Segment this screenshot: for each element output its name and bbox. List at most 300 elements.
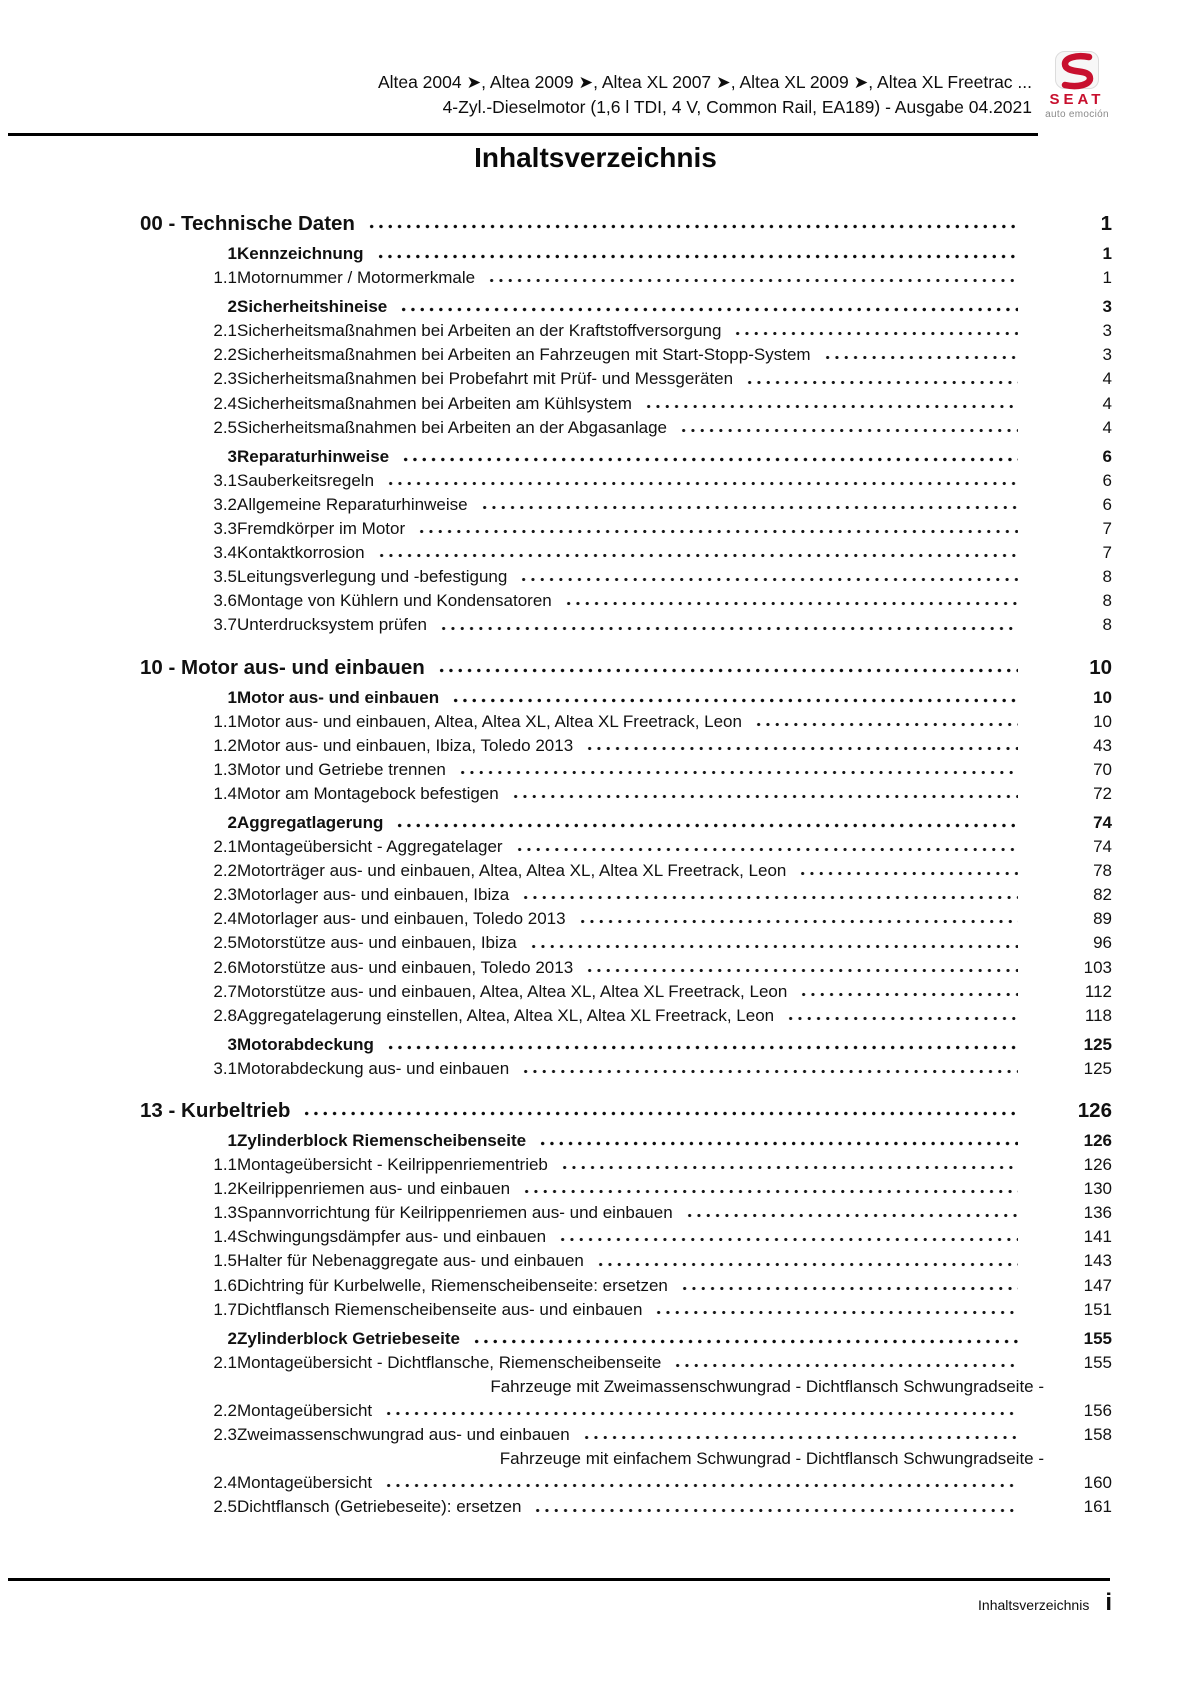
entry-page-number: 74 — [1093, 812, 1112, 832]
entry-title: Motorstütze aus- und einbauen, Ibiza — [237, 933, 517, 953]
header-engine-line: 4-Zyl.-Dieselmotor (1,6 l TDI, 4 V, Common Rail, EA189) - Ausgabe 04.2021 — [442, 97, 1032, 117]
entry-number: 1.2 — [213, 735, 237, 755]
entry-title-continued: Montageübersicht — [237, 1473, 373, 1493]
entry-number: 2.1 — [213, 837, 237, 857]
entry-number: 3.3 — [213, 519, 237, 539]
entry-title: Motor aus- und einbauen — [237, 687, 440, 707]
toc-entry-row — [140, 811, 1112, 835]
toc-entry-row — [140, 1447, 1112, 1495]
entry-page-number: 7 — [1102, 543, 1112, 563]
toc-entry-row — [140, 835, 1112, 859]
toc-entry-row — [140, 1423, 1112, 1447]
toc-entry-row — [140, 469, 1112, 493]
dot-leader — [472, 1337, 1018, 1346]
seat-brand-text: SEAT — [1049, 91, 1105, 108]
entry-number: 1.3 — [213, 759, 237, 779]
entry-title: Kontaktkorrosion — [237, 543, 365, 563]
toc-entry-row — [140, 266, 1112, 290]
entry-page-number: 118 — [1084, 1005, 1112, 1025]
entry-number: 1.1 — [213, 1155, 237, 1175]
entry-body — [237, 1153, 1044, 1177]
toc-entry-row — [140, 541, 1112, 565]
seat-emblem-icon — [1054, 50, 1100, 90]
entry-title: Fahrzeuge mit Zweimassenschwungrad - Dichtflansch Schwungradseite - — [490, 1376, 1044, 1396]
dot-leader — [673, 1361, 1018, 1370]
toc-entry-row — [140, 1153, 1112, 1177]
toc-entry-row — [140, 710, 1112, 734]
entry-number: 3.6 — [213, 591, 237, 611]
dot-leader — [384, 1409, 1018, 1418]
dot-leader — [596, 1260, 1018, 1269]
entry-number: 2 — [227, 812, 237, 832]
dot-leader — [745, 378, 1018, 387]
toc-entry-row — [140, 859, 1112, 883]
toc-entry-row — [140, 416, 1112, 440]
entry-number: 3 — [227, 446, 237, 466]
toc-entry-row — [140, 589, 1112, 613]
entry-page-number: 4 — [1102, 393, 1112, 413]
entry-page-number: 126 — [1083, 1155, 1112, 1175]
dot-leader — [458, 768, 1018, 777]
entry-page-number: 151 — [1083, 1299, 1112, 1319]
entry-body — [237, 931, 1044, 955]
entry-body — [237, 343, 1044, 367]
entry-body — [237, 734, 1044, 758]
toc-entry-row — [140, 1177, 1112, 1201]
entry-number: 3 — [227, 1034, 237, 1054]
entry-body — [237, 980, 1044, 1004]
entry-title: Unterdrucksystem prüfen — [237, 615, 427, 635]
entry-title: Motorabdeckung aus- und einbauen — [237, 1058, 510, 1078]
entry-number: 3.7 — [213, 615, 237, 635]
dot-leader — [578, 917, 1018, 926]
entry-page-number: 147 — [1083, 1275, 1112, 1295]
entry-number: 3.2 — [213, 494, 237, 514]
entry-title: Sicherheitshineise — [237, 297, 388, 317]
entry-title-continuation-row — [237, 1399, 1044, 1423]
entry-page-number: 10 — [1093, 687, 1112, 707]
dot-leader — [377, 551, 1018, 560]
entry-page-number: 161 — [1083, 1497, 1112, 1517]
entry-number: 1.1 — [213, 268, 237, 288]
toc-entry-row — [140, 1327, 1112, 1351]
entry-page-number: 125 — [1083, 1034, 1112, 1054]
header-models-line: Altea 2004 ➤, Altea 2009 ➤, Altea XL 2007 ➤, Altea XL 2009 ➤, Altea XL Freetrac ... — [377, 72, 1032, 92]
toc-entry-row — [140, 1274, 1112, 1298]
toc-entry-row — [140, 613, 1112, 637]
entry-body — [237, 1129, 1044, 1153]
toc-entry-row — [140, 931, 1112, 955]
dot-leader — [560, 1163, 1018, 1172]
entry-title: Aggregatlagerung — [237, 812, 384, 832]
entry-number: 2.3 — [213, 885, 237, 905]
toc-chapter-row — [140, 654, 1112, 681]
dot-leader — [558, 1235, 1018, 1244]
toc-entry-row — [140, 242, 1112, 266]
entry-number: 2 — [227, 297, 237, 317]
entry-number: 1.4 — [213, 783, 237, 803]
toc-entry-row — [140, 1495, 1112, 1519]
entry-title: Motorstütze aus- und einbauen, Altea, Altea XL, Altea XL Freetrack, Leon — [237, 981, 788, 1001]
toc-chapter-row — [140, 210, 1112, 237]
entry-body — [237, 367, 1044, 391]
dot-leader — [823, 353, 1018, 362]
entry-number: 2.5 — [213, 417, 237, 437]
entry-body — [237, 1447, 1044, 1495]
entry-body — [237, 445, 1044, 469]
entry-title: Sicherheitsmaßnahmen bei Arbeiten am Kühlsystem — [237, 393, 632, 413]
entry-title: Motorlager aus- und einbauen, Toledo 2013 — [237, 909, 566, 929]
dot-leader — [487, 276, 1018, 285]
dot-leader — [679, 426, 1018, 435]
dot-leader — [519, 575, 1018, 584]
page-title: Inhaltsverzeichnis — [474, 142, 717, 173]
entry-title: Motor am Montagebock befestigen — [237, 783, 499, 803]
entry-page-number: 136 — [1083, 1203, 1112, 1223]
entry-title: Leitungsverlegung und -befestigung — [237, 567, 508, 587]
dot-leader — [521, 893, 1018, 902]
entry-title: Dichtflansch (Getriebeseite): ersetzen — [237, 1497, 522, 1517]
entry-page-number: 125 — [1083, 1058, 1112, 1078]
entry-page-number: 141 — [1083, 1227, 1112, 1247]
entry-body — [237, 1423, 1044, 1447]
entry-page-number: 96 — [1093, 933, 1112, 953]
toc-entry-row — [140, 734, 1112, 758]
entry-page-number: 8 — [1102, 567, 1112, 587]
entry-title: Motorlager aus- und einbauen, Ibiza — [237, 885, 510, 905]
toc-entry-row — [140, 758, 1112, 782]
dot-leader — [386, 1043, 1018, 1052]
entry-number: 2.1 — [213, 321, 237, 341]
entry-page-number: 4 — [1102, 369, 1112, 389]
dot-leader — [786, 1014, 1018, 1023]
entry-page-number: 3 — [1102, 345, 1112, 365]
dot-leader — [386, 479, 1018, 488]
entry-title: Zylinderblock Riemenscheibenseite — [237, 1131, 527, 1150]
entry-body — [237, 1298, 1044, 1322]
dot-leader — [533, 1506, 1018, 1515]
entry-page-number: 7 — [1102, 519, 1112, 539]
toc-entry-row — [140, 1033, 1112, 1057]
entry-number: 2.2 — [213, 861, 237, 881]
entry-title-continued: Montageübersicht — [237, 1401, 373, 1421]
chapter-title: 10 - Motor aus- und einbauen — [140, 655, 425, 679]
entry-page-number: 1 — [1102, 268, 1112, 288]
toc-entry-row — [140, 319, 1112, 343]
toc-entry-row — [140, 980, 1112, 1004]
toc-entry-row — [140, 445, 1112, 469]
entry-title: Halter für Nebenaggregate aus- und einbauen — [237, 1251, 584, 1271]
entry-number: 1.3 — [213, 1203, 237, 1223]
entry-number: 3.5 — [213, 567, 237, 587]
entry-number: 1 — [227, 1131, 237, 1150]
entry-body — [237, 1033, 1044, 1057]
dot-leader — [529, 942, 1018, 951]
entry-number: 3.1 — [213, 1058, 237, 1078]
dot-leader — [302, 1109, 1018, 1118]
entry-number: 2.8 — [213, 1005, 237, 1025]
entry-page-number: 6 — [1102, 446, 1112, 466]
entry-body — [237, 1351, 1044, 1375]
entry-title: Reparaturhinweise — [237, 446, 390, 466]
chapter-page-number: 126 — [1077, 1099, 1112, 1122]
entry-number: 2.2 — [213, 1401, 237, 1421]
entry-page-number: 3 — [1102, 297, 1112, 317]
entry-page-number: 72 — [1093, 783, 1112, 803]
entry-title: Dichtring für Kurbelwelle, Riemenscheibenseite: ersetzen — [237, 1275, 668, 1295]
entry-page-number: 6 — [1102, 470, 1112, 490]
entry-page-number: 156 — [1083, 1401, 1112, 1421]
entry-title: Kennzeichnung — [237, 244, 364, 263]
entry-title: Zylinderblock Getriebeseite — [237, 1328, 460, 1348]
entry-title: Motorabdeckung — [237, 1034, 374, 1054]
entry-body — [237, 266, 1044, 290]
entry-body — [237, 1225, 1044, 1249]
footer-section-label: Inhaltsverzeichnis — [978, 1597, 1090, 1613]
entry-title: Montageübersicht - Keilrippenriementrieb — [237, 1155, 548, 1175]
entry-page-number: 43 — [1093, 735, 1112, 755]
entry-body — [237, 782, 1044, 806]
entry-page-number: 160 — [1083, 1473, 1112, 1493]
entry-number: 2 — [227, 1328, 237, 1348]
dot-leader — [401, 455, 1018, 464]
entry-title: Zweimassenschwungrad aus- und einbauen — [237, 1425, 570, 1445]
entry-title: Spannvorrichtung für Keilrippenriemen aus- und einbauen — [237, 1203, 673, 1223]
toc-entry-row — [140, 565, 1112, 589]
dot-leader — [437, 666, 1018, 675]
dot-leader — [582, 1433, 1018, 1442]
toc-entry-row — [140, 367, 1112, 391]
entry-number: 2.3 — [213, 369, 237, 389]
toc-entry-row — [140, 1351, 1112, 1375]
entry-number: 1 — [227, 687, 237, 707]
entry-page-number: 82 — [1093, 885, 1112, 905]
toc-chapter-row — [140, 1097, 1112, 1124]
entry-page-number: 103 — [1083, 957, 1112, 977]
entry-page-number: 126 — [1083, 1131, 1112, 1150]
dot-leader — [439, 624, 1018, 633]
entry-number: 1.5 — [213, 1251, 237, 1271]
toc-entry-row — [140, 295, 1112, 319]
entry-page-number: 112 — [1084, 981, 1112, 1001]
dot-leader — [585, 966, 1018, 975]
dot-leader — [644, 402, 1018, 411]
entry-body — [237, 1004, 1044, 1028]
dot-leader — [417, 527, 1018, 536]
entry-page-number: 155 — [1083, 1328, 1112, 1348]
entry-number: 3.1 — [213, 470, 237, 490]
entry-number: 1.6 — [213, 1275, 237, 1295]
toc — [140, 210, 1112, 1520]
dot-leader — [798, 869, 1018, 878]
entry-title: Motor und Getriebe trennen — [237, 759, 446, 779]
toc-entry-row — [140, 1004, 1112, 1028]
header-divider — [8, 133, 1038, 136]
entry-body — [237, 1375, 1044, 1423]
dot-leader — [399, 305, 1018, 314]
entry-title: Motorträger aus- und einbauen, Altea, Altea XL, Altea XL Freetrack, Leon — [237, 861, 787, 881]
dot-leader — [395, 821, 1018, 830]
entry-body — [237, 242, 1044, 266]
entry-page-number: 155 — [1083, 1352, 1112, 1372]
toc-entry-row — [140, 493, 1112, 517]
chapter-title: 00 - Technische Daten — [140, 212, 355, 235]
entry-number: 1 — [227, 244, 237, 263]
dot-leader — [376, 252, 1018, 261]
entry-body — [237, 710, 1044, 734]
entry-body — [237, 565, 1044, 589]
entry-body — [237, 1057, 1044, 1081]
entry-body — [237, 1201, 1044, 1225]
entry-body — [237, 956, 1044, 980]
entry-title: Motornummer / Motormerkmale — [237, 268, 476, 288]
entry-title: Aggregatelagerung einstellen, Altea, Altea XL, Altea XL Freetrack, Leon — [237, 1005, 775, 1025]
dot-leader — [733, 329, 1018, 338]
dot-leader — [538, 1139, 1018, 1148]
entry-body — [237, 295, 1044, 319]
entry-title-continuation-row — [237, 1471, 1044, 1495]
toc-entry-row — [140, 1298, 1112, 1322]
entry-number: 2.4 — [213, 1473, 237, 1493]
toc-entry-row — [140, 1057, 1112, 1081]
entry-number: 2.2 — [213, 345, 237, 365]
entry-number: 2.5 — [213, 1497, 237, 1517]
entry-title: Montageübersicht - Dichtflansche, Riemenscheibenseite — [237, 1352, 662, 1372]
toc-entry-row — [140, 1375, 1112, 1423]
entry-body — [237, 589, 1044, 613]
footer-page-number: i — [1105, 1589, 1112, 1616]
entry-body — [237, 1327, 1044, 1351]
entry-body — [237, 1177, 1044, 1201]
entry-title: Sauberkeitsregeln — [237, 470, 375, 490]
dot-leader — [754, 720, 1018, 729]
dot-leader — [654, 1308, 1018, 1317]
entry-body — [237, 392, 1044, 416]
entry-title: Schwingungsdämpfer aus- und einbauen — [237, 1227, 547, 1247]
entry-page-number: 143 — [1083, 1251, 1112, 1271]
entry-body — [237, 758, 1044, 782]
entry-body — [237, 811, 1044, 835]
toc-entry-row — [140, 782, 1112, 806]
entry-body — [237, 686, 1044, 710]
entry-page-number: 8 — [1102, 615, 1112, 635]
entry-body — [237, 859, 1044, 883]
entry-number: 2.1 — [213, 1352, 237, 1372]
dot-leader — [367, 222, 1018, 231]
entry-title: Motorstütze aus- und einbauen, Toledo 2013 — [237, 957, 574, 977]
entry-number: 2.7 — [213, 981, 237, 1001]
dot-leader — [680, 1284, 1018, 1293]
chapter-page-number: 1 — [1100, 212, 1112, 235]
entry-title: Fremdkörper im Motor — [237, 519, 406, 539]
entry-title: Sicherheitsmaßnahmen bei Probefahrt mit Prüf- und Messgeräten — [237, 369, 734, 389]
entry-body — [237, 1495, 1044, 1519]
toc-entry-row — [140, 517, 1112, 541]
seat-tagline: auto emoción — [1045, 109, 1109, 120]
dot-leader — [384, 1481, 1018, 1490]
entry-title: Sicherheitsmaßnahmen bei Arbeiten an Fahrzeugen mit Start-Stopp-System — [237, 345, 811, 365]
entry-title: Montageübersicht - Aggregatelager — [237, 837, 503, 857]
entry-number: 3.4 — [213, 543, 237, 563]
entry-page-number: 10 — [1093, 711, 1112, 731]
entry-body — [237, 469, 1044, 493]
dot-leader — [515, 845, 1018, 854]
entry-number: 2.5 — [213, 933, 237, 953]
entry-number: 2.6 — [213, 957, 237, 977]
dot-leader — [564, 599, 1018, 608]
entry-number: 2.4 — [213, 393, 237, 413]
entry-title: Fahrzeuge mit einfachem Schwungrad - Dichtflansch Schwungradseite - — [499, 1449, 1044, 1469]
toc-entry-row — [140, 1129, 1112, 1153]
chapter-title: 13 - Kurbeltrieb — [140, 1099, 291, 1122]
dot-leader — [685, 1211, 1018, 1220]
entry-page-number: 158 — [1083, 1425, 1112, 1445]
entry-page-number: 130 — [1083, 1179, 1112, 1199]
entry-title: Sicherheitsmaßnahmen bei Arbeiten an der Kraftstoffversorgung — [237, 321, 722, 341]
dot-leader — [799, 990, 1018, 999]
dot-leader — [585, 744, 1018, 753]
entry-title: Sicherheitsmaßnahmen bei Arbeiten an der Abgasanlage — [237, 417, 668, 437]
entry-body — [237, 541, 1044, 565]
entry-body — [237, 883, 1044, 907]
dot-leader — [451, 696, 1018, 705]
entry-body — [237, 907, 1044, 931]
entry-body — [237, 517, 1044, 541]
entry-page-number: 8 — [1102, 591, 1112, 611]
entry-page-number: 6 — [1102, 494, 1112, 514]
entry-title: Motor aus- und einbauen, Ibiza, Toledo 2013 — [237, 735, 574, 755]
entry-title: Montage von Kühlern und Kondensatoren — [237, 591, 552, 611]
toc-entry-row — [140, 392, 1112, 416]
toc-entry-row — [140, 956, 1112, 980]
entry-page-number: 74 — [1093, 837, 1112, 857]
entry-number: 1.4 — [213, 1227, 237, 1247]
entry-body — [237, 493, 1044, 517]
entry-number: 1.7 — [213, 1299, 237, 1319]
entry-body — [237, 835, 1044, 859]
footer — [140, 1589, 1112, 1617]
dot-leader — [511, 792, 1018, 801]
entry-title: Motor aus- und einbauen, Altea, Altea XL, Altea XL Freetrack, Leon — [237, 711, 742, 731]
entry-body — [237, 1274, 1044, 1298]
entry-page-number: 1 — [1102, 244, 1112, 263]
entry-title: Dichtflansch Riemenscheibenseite aus- und einbauen — [237, 1299, 643, 1319]
entry-number: 1.1 — [213, 711, 237, 731]
toc-entry-row — [140, 907, 1112, 931]
toc-entry-row — [140, 343, 1112, 367]
document-header — [140, 70, 1032, 120]
footer-divider — [8, 1578, 1110, 1581]
dot-leader — [522, 1187, 1018, 1196]
entry-number: 2.3 — [213, 1425, 237, 1445]
chapter-page-number: 10 — [1089, 655, 1112, 679]
entry-page-number: 78 — [1093, 861, 1112, 881]
toc-entry-row — [140, 686, 1112, 710]
entry-number: 1.2 — [213, 1179, 237, 1199]
entry-title: Allgemeine Reparaturhinweise — [237, 494, 468, 514]
toc-entry-row — [140, 1249, 1112, 1273]
toc-entry-row — [140, 1201, 1112, 1225]
entry-body — [237, 1249, 1044, 1273]
entry-body — [237, 613, 1044, 637]
toc-entry-row — [140, 883, 1112, 907]
seat-logo — [1040, 50, 1114, 120]
entry-number: 2.4 — [213, 909, 237, 929]
dot-leader — [521, 1067, 1018, 1076]
entry-page-number: 70 — [1093, 759, 1112, 779]
entry-page-number: 89 — [1093, 909, 1112, 929]
entry-page-number: 3 — [1102, 321, 1112, 341]
